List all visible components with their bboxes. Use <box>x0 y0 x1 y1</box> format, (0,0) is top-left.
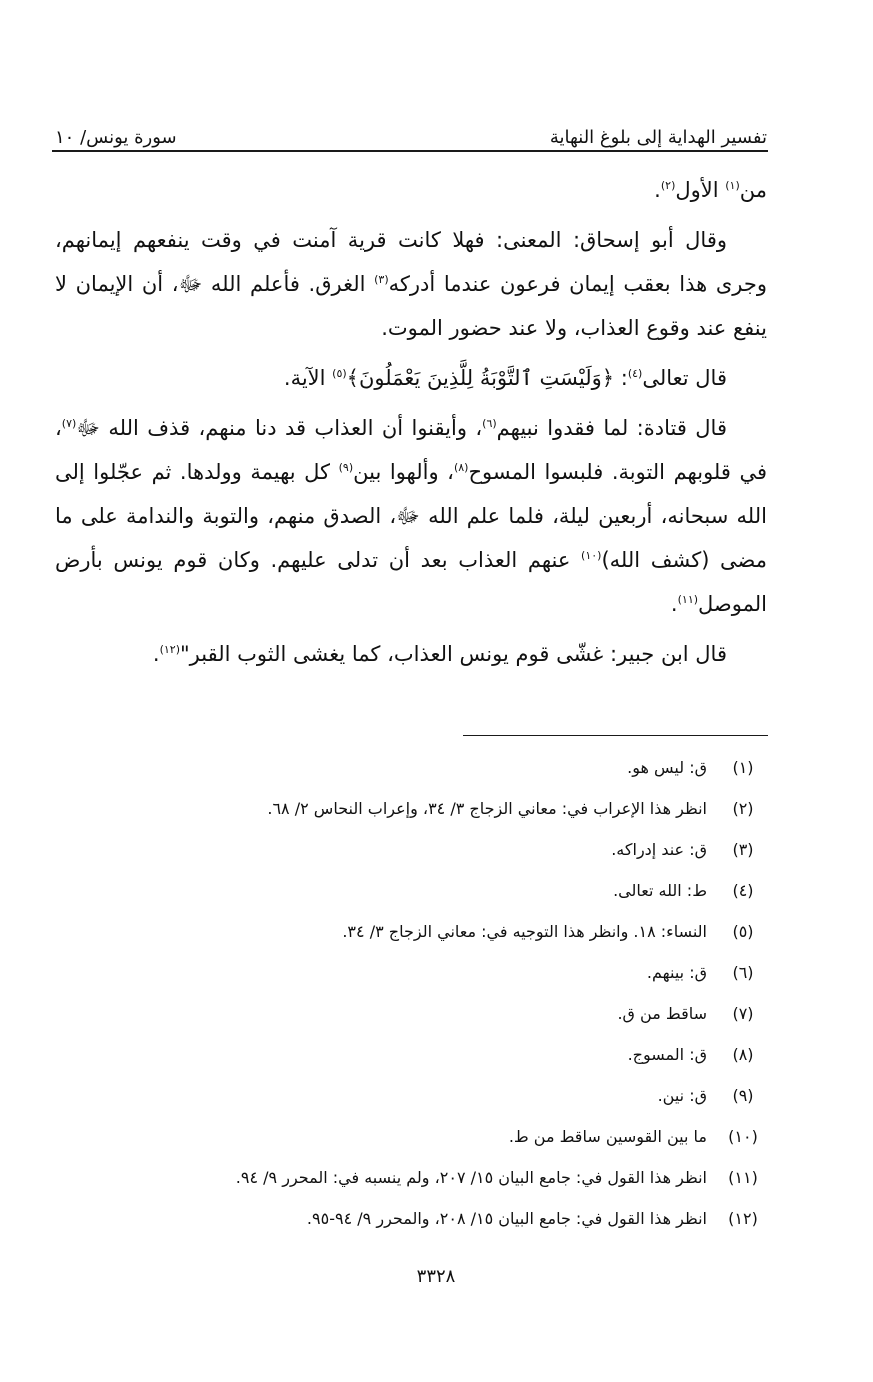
footnote-text: ق: المسوج. <box>627 1045 707 1064</box>
paragraph-2: وقال أبو إسحاق: المعنى: فهلا كانت قرية آمنت في وقت ينفعهم إيمانهم، وجرى هذا بعقب إيمان فرعون عندما أدركه$^{(٣)}$ الغرق. فأعلم الله ﷻ، أن الإيمان لا ينفع عند وقوع العذاب، ولا عند حضور الموت. <box>55 228 767 340</box>
footnote-number: (١١) <box>728 1168 758 1187</box>
footnotes <box>55 758 767 1250</box>
footnote <box>55 1004 767 1045</box>
footnote-text: انظر هذا القول في: جامع البيان ١٥/ ٢٠٧، ولم ينسبه في: المحرر ٩/ ٩٤. <box>235 1168 707 1187</box>
surah-label: سورة يونس/ ١٠ <box>55 127 177 148</box>
footnote-number: (٢) <box>732 799 754 818</box>
footnote <box>55 1168 767 1209</box>
page-number: ٣٣٢٨ <box>416 1266 456 1287</box>
footnote-text: ق: نين. <box>657 1086 707 1105</box>
footnote-text: ما بين القوسين ساقط من ط. <box>508 1127 707 1146</box>
footnote-ref: (٧) <box>61 417 77 430</box>
footnote-ref: (٨) <box>453 461 469 474</box>
footnote-ref: (٤) <box>627 367 643 380</box>
footnote <box>55 1209 767 1250</box>
footnote-text: انظر هذا القول في: جامع البيان ١٥/ ٢٠٨، والمحرر ٩/ ٩٤-٩٥. <box>306 1209 707 1228</box>
footnote-ref: (١٢) <box>159 643 180 656</box>
footnote-ref: (٩) <box>338 461 354 474</box>
footnote <box>55 758 767 799</box>
running-header <box>55 112 767 148</box>
footnote-number: (٩) <box>732 1086 754 1105</box>
footnote-text: ط: الله تعالى. <box>613 881 707 900</box>
footnote-number: (٦) <box>732 963 754 982</box>
footnote <box>55 1045 767 1086</box>
footnote-ref: (١) <box>725 179 740 192</box>
quran-verse: : ﴿وَلَيْسَتِ ٱلتَّوْبَةُ لِلَّذِينَ يَعْمَلُونَ﴾ <box>346 366 628 390</box>
footnote-number: (٥) <box>732 922 754 941</box>
paragraph-1: من$^{(١)}$ الأول$^{(٢)}$. <box>654 178 767 202</box>
footnote <box>55 1127 767 1168</box>
footnote-text: انظر هذا الإعراب في: معاني الزجاج ٣/ ٣٤، وإعراب النحاس ٢/ ٦٨. <box>267 799 707 818</box>
footnote-ref: (٣) <box>374 273 389 286</box>
footnote-text: ساقط من ق. <box>617 1004 707 1023</box>
footnote-number: (٣) <box>732 840 754 859</box>
footnote-number: (٨) <box>732 1045 754 1064</box>
book-title: تفسير الهداية إلى بلوغ النهاية <box>549 127 767 148</box>
footnote <box>55 881 767 922</box>
footnote <box>55 840 767 881</box>
footnote-number: (١٢) <box>728 1209 758 1228</box>
footnote-text: ق: بينهم. <box>646 963 707 982</box>
footnote-ref: (٢) <box>660 179 676 192</box>
footnote-number: (١) <box>732 758 754 777</box>
footnote-number: (١٠) <box>728 1127 758 1146</box>
paragraph-3: قال تعالى$^{(٤)}$: ﴿وَلَيْسَتِ ٱلتَّوْبَةُ لِلَّذِينَ يَعْمَلُونَ﴾$^{(٥)}$ الآية. <box>283 366 727 390</box>
footnote-ref: (١٠) <box>581 549 602 562</box>
footnote-text: ق: ليس هو. <box>627 758 707 777</box>
footnote-text: ق: عند إدراكه. <box>611 840 707 859</box>
main-text <box>55 168 767 682</box>
footnote-text: النساء: ١٨. وانظر هذا التوجيه في: معاني الزجاج ٣/ ٣٤. <box>342 922 707 941</box>
paragraph-4: قال قتادة: لما فقدوا نبيهم$^{(٦)}$، وأيقنوا أن العذاب قد دنا منهم، قذف الله ﷻ$^{(٧)}$، في قلوبهم التوبة. فلبسوا المسوح$^{(٨)}$، وألهوا بين$^{(٩)}$ كل بهيمة وولدها. ثم عجّلوا إلى الله سبحانه، أربعين ليلة، فلما علم الله ﷻ، الصدق منهم، والتوبة والندامة على ما مضى (كشف الله)$^{(١٠)}$ عنهم العذاب بعد أن تدلى عليهم. وكان قوم يونس بأرض الموصل$^{(١١)}$. <box>55 416 768 616</box>
footnote-number: (٤) <box>732 881 754 900</box>
footnote <box>55 1086 767 1127</box>
footnote-number: (٧) <box>732 1004 754 1023</box>
footnote-ref: (٥) <box>332 367 347 380</box>
footnote-separator <box>463 735 768 736</box>
header-rule <box>52 150 768 152</box>
paragraph-5: قال ابن جبير: غشّى قوم يونس العذاب، كما يغشى الثوب القبر"$^{(١٢)}$. <box>152 642 727 666</box>
footnote-ref: (١١) <box>677 593 699 606</box>
footnote-ref: (٦) <box>482 417 497 430</box>
footnote <box>55 922 767 963</box>
footnote <box>55 799 767 840</box>
footnote <box>55 963 767 1004</box>
